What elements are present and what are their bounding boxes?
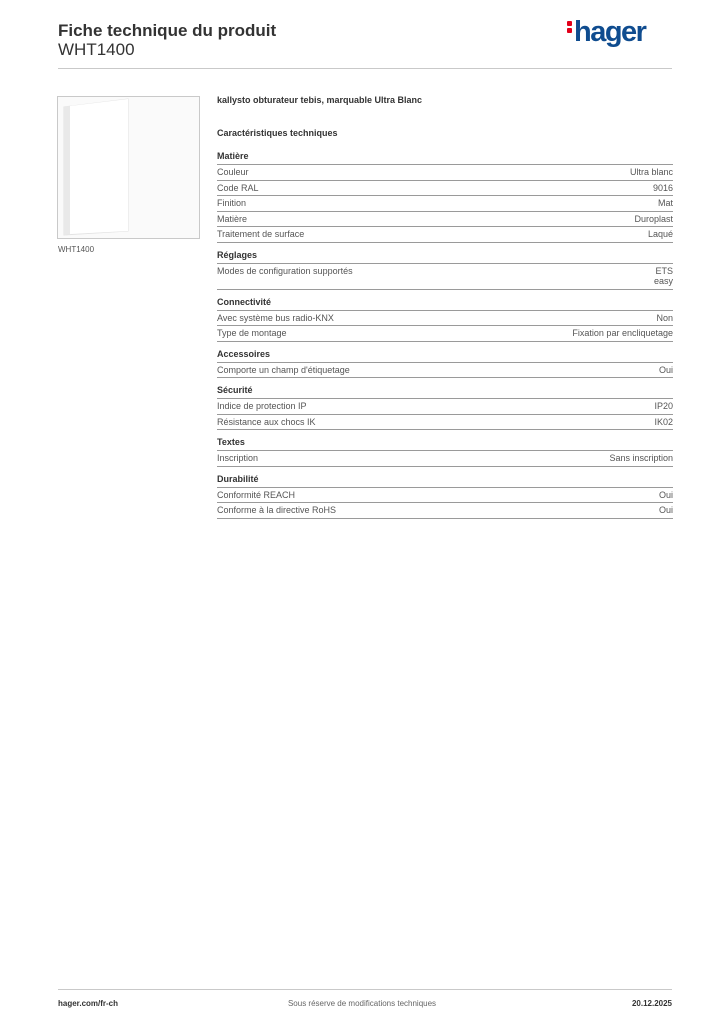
- spec-value-line: 9016: [652, 182, 673, 193]
- spec-value-line: Oui: [658, 364, 673, 375]
- spec-value: [630, 167, 673, 178]
- hager-logo: [567, 18, 645, 47]
- section-title: Durabilité: [217, 474, 673, 488]
- spec-value: [659, 365, 673, 376]
- footer-date: 20.12.2025: [631, 999, 672, 1008]
- logo-text: hager: [574, 16, 646, 48]
- spec-section: [217, 474, 673, 519]
- spec-row: [217, 415, 673, 431]
- spec-row: [217, 363, 673, 379]
- spec-label: Avec système bus radio-KNX: [217, 312, 334, 323]
- spec-row: [217, 503, 673, 519]
- spec-value-line: Oui: [658, 505, 673, 515]
- spec-label: Traitement de surface: [217, 229, 305, 239]
- spec-value-line: easy: [653, 276, 673, 286]
- spec-value-line: Sans inscription: [609, 453, 673, 463]
- product-reference: WHT1400: [58, 40, 135, 59]
- spec-content: [217, 95, 673, 526]
- spec-value: [653, 183, 673, 194]
- spec-row: [217, 326, 673, 342]
- spec-row: [217, 451, 673, 467]
- spec-section: [217, 250, 673, 290]
- section-title: Réglages: [217, 250, 673, 264]
- spec-value: [609, 453, 673, 464]
- product-description: kallysto obturateur tebis, marquable Ultra Blanc: [217, 95, 423, 105]
- spec-row: [217, 311, 673, 327]
- spec-section: [217, 349, 673, 379]
- spec-section: [217, 297, 673, 342]
- spec-row: [217, 196, 673, 212]
- spec-value-line: Duroplast: [634, 213, 673, 224]
- specs-title: Caractéristiques techniques: [217, 128, 338, 138]
- spec-label: Résistance aux chocs IK: [217, 416, 316, 427]
- spec-label: Couleur: [217, 167, 249, 177]
- product-image: [57, 96, 200, 239]
- spec-value: [654, 401, 673, 412]
- logo-dots-icon: [567, 19, 573, 35]
- footer-divider: [58, 989, 672, 990]
- spec-label: Conformité REACH: [217, 489, 296, 500]
- spec-value: [659, 505, 673, 516]
- spec-label: Code RAL: [217, 182, 259, 193]
- spec-row: [217, 264, 673, 290]
- spec-value: [654, 266, 673, 287]
- spec-label: Conforme à la directive RoHS: [217, 505, 337, 515]
- spec-label: Indice de protection IP: [217, 401, 307, 411]
- spec-value-line: Fixation par encliquetage: [572, 328, 673, 338]
- spec-row: [217, 165, 673, 181]
- spec-value-line: IP20: [654, 401, 673, 411]
- spec-row: [217, 227, 673, 243]
- spec-value: [634, 214, 673, 225]
- section-title: Accessoires: [217, 349, 673, 363]
- spec-row: [217, 181, 673, 197]
- spec-row: [217, 399, 673, 415]
- image-caption: WHT1400: [58, 245, 95, 254]
- spec-sections: [217, 151, 673, 519]
- spec-value-line: Non: [656, 312, 673, 323]
- footer-website: hager.com/fr-ch: [58, 999, 119, 1008]
- spec-value: [658, 198, 673, 209]
- section-title: Connectivité: [217, 297, 673, 311]
- section-title: Sécurité: [217, 385, 673, 399]
- spec-label: Modes de configuration supportés: [217, 265, 353, 276]
- spec-value: [659, 490, 673, 501]
- spec-value-line: Mat: [657, 198, 673, 208]
- spec-value: [572, 328, 673, 339]
- spec-value: [656, 313, 673, 324]
- header-divider: [58, 68, 672, 69]
- footer-disclaimer: Sous réserve de modifications techniques: [287, 999, 437, 1008]
- spec-label: Finition: [217, 198, 247, 208]
- page-title: Fiche technique du produit: [58, 21, 277, 40]
- section-title: Matière: [217, 151, 673, 165]
- spec-value-line: Laqué: [647, 229, 673, 239]
- spec-row: [217, 212, 673, 228]
- spec-row: [217, 488, 673, 504]
- spec-label: Matière: [217, 213, 248, 224]
- spec-section: [217, 437, 673, 467]
- spec-value-line: Oui: [658, 489, 673, 500]
- spec-label: Type de montage: [217, 328, 287, 338]
- spec-section: [217, 151, 673, 243]
- spec-label: Comporte un champ d'étiquetage: [217, 364, 350, 375]
- spec-value-line: ETS: [655, 265, 673, 276]
- spec-section: [217, 385, 673, 430]
- spec-label: Inscription: [217, 453, 259, 463]
- spec-value: [654, 417, 673, 428]
- spec-value-line: IK02: [654, 416, 673, 427]
- section-title: Textes: [217, 437, 673, 451]
- spec-value: [648, 229, 673, 240]
- spec-value-line: Ultra blanc: [629, 167, 673, 177]
